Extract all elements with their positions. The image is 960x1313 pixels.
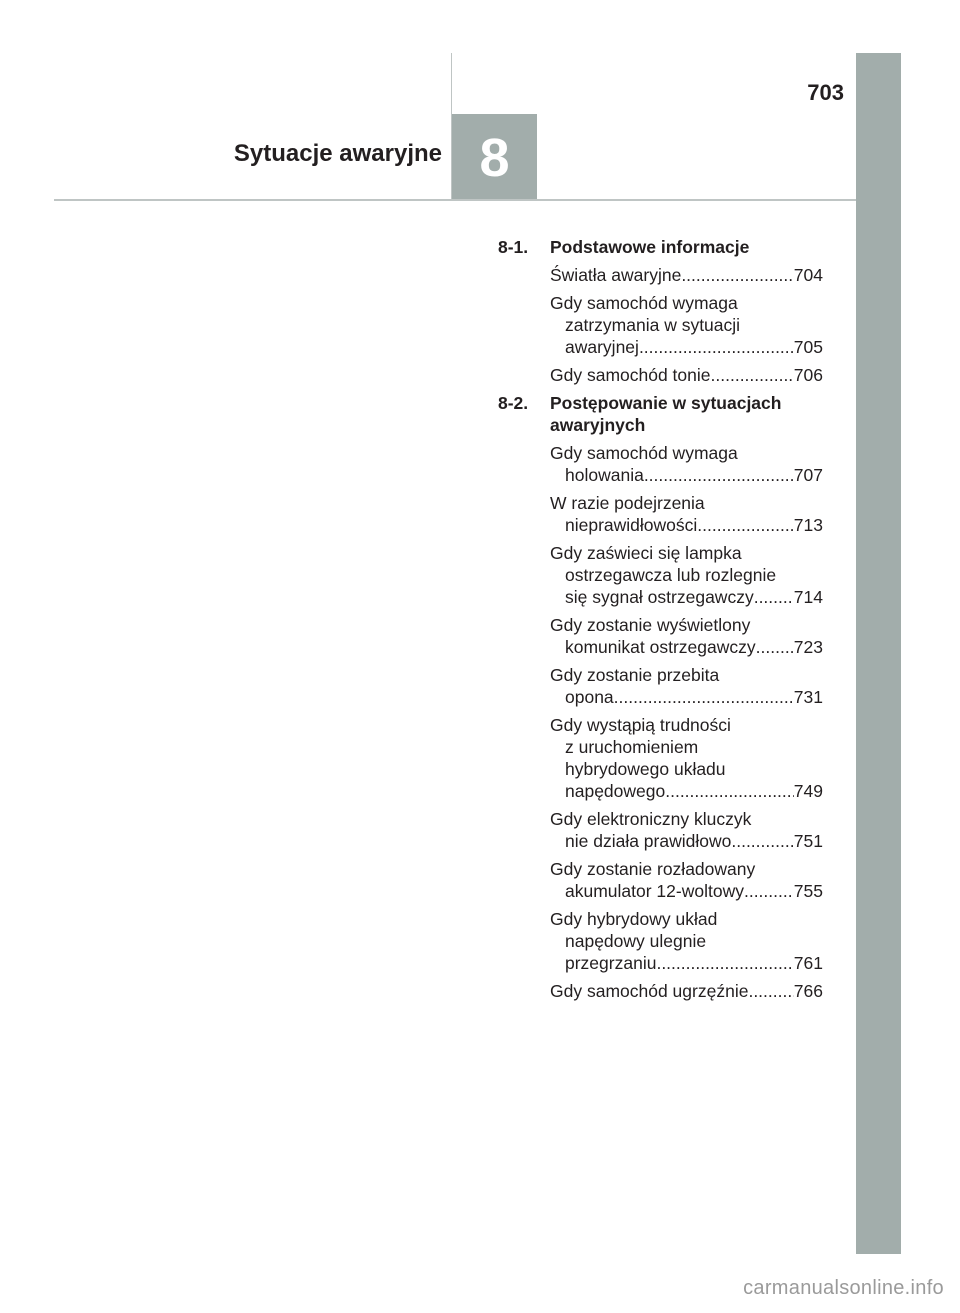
toc-entry-line: W razie podejrzenia (550, 493, 705, 513)
toc-page-number: 751 (793, 831, 823, 851)
toc-entry-line: nieprawidłowości (565, 515, 698, 535)
toc-section-title-line: awaryjnych (550, 415, 646, 435)
toc-entry[interactable] (550, 492, 823, 536)
toc-entry[interactable] (550, 714, 823, 802)
toc-dot-leader (711, 364, 794, 386)
toc-entry[interactable] (550, 980, 823, 1002)
toc-entry[interactable] (550, 858, 823, 902)
page-number: 703 (807, 80, 844, 105)
toc-section-title (550, 392, 820, 436)
toc-entry[interactable] (550, 664, 823, 708)
toc-page-number: 755 (793, 881, 823, 901)
watermark: carmanualsonline.info (743, 1277, 944, 1299)
table-of-contents (0, 236, 960, 1008)
toc-entry-line: holowania (565, 465, 644, 485)
toc-entry-line: Gdy hybrydowy układ (550, 909, 718, 929)
toc-entry-line: napędowy ulegnie (565, 931, 707, 951)
toc-section-heading[interactable] (0, 236, 960, 258)
header-horizontal-rule (54, 199, 856, 201)
toc-dot-leader (665, 780, 794, 802)
toc-page-number: 714 (793, 587, 823, 607)
toc-page-number: 704 (793, 265, 823, 285)
chapter-number: 8 (479, 127, 510, 188)
toc-entry[interactable] (550, 364, 823, 386)
chapter-title: Sytuacje awaryjne (233, 140, 442, 167)
toc-entry-line: Gdy wystąpią trudności (550, 715, 731, 735)
toc-entry[interactable] (550, 908, 823, 974)
toc-section-title-line: Podstawowe informacje (550, 237, 750, 257)
toc-dot-leader (681, 264, 793, 286)
toc-entry-line: z uruchomieniem (565, 737, 699, 757)
toc-entry[interactable] (550, 542, 823, 608)
toc-page-number: 761 (793, 953, 823, 973)
toc-dot-leader (614, 686, 794, 708)
toc-page-number: 705 (793, 337, 823, 357)
toc-section-title (550, 236, 820, 258)
toc-section-title-line: Postępowanie w sytuacjach (550, 393, 782, 413)
toc-entry[interactable] (550, 808, 823, 852)
toc-page-number: 766 (793, 981, 823, 1001)
toc-entry-line: napędowego (565, 781, 666, 801)
toc-entry-line: nie działa prawidłowo (565, 831, 732, 851)
toc-section-number: 8-1. (498, 237, 529, 257)
toc-dot-leader (697, 514, 794, 536)
toc-entry-line: Gdy zostanie rozładowany (550, 859, 756, 879)
toc-page-number: 706 (793, 365, 823, 385)
toc-page-number: 731 (793, 687, 823, 707)
toc-entry-line: Gdy samochód wymaga (550, 443, 738, 463)
toc-section-heading[interactable] (0, 392, 960, 436)
toc-entry-line: ostrzegawcza lub rozlegnie (565, 565, 777, 585)
toc-dot-leader (754, 586, 794, 608)
toc-entry-line: Gdy samochód ugrzęźnie (550, 981, 749, 1001)
toc-page-number: 723 (793, 637, 823, 657)
toc-entry-line: akumulator 12-woltowy (565, 881, 744, 901)
toc-entry[interactable] (550, 292, 823, 358)
toc-dot-leader (748, 980, 793, 1002)
toc-dot-leader (756, 636, 794, 658)
toc-entry-line: Gdy zostanie wyświetlony (550, 615, 751, 635)
toc-entry-line: Gdy samochód wymaga (550, 293, 738, 313)
toc-entry[interactable] (550, 442, 823, 486)
toc-entry-line: opona (565, 687, 614, 707)
toc-entry-line: komunikat ostrzegawczy (565, 637, 756, 657)
toc-page-number: 713 (793, 515, 823, 535)
toc-entry-line: się sygnał ostrzegawczy (565, 587, 754, 607)
toc-entry-line: zatrzymania w sytuacji (565, 315, 741, 335)
toc-entry-line: przegrzaniu (565, 953, 657, 973)
toc-entry-line: Gdy samochód tonie (550, 365, 711, 385)
toc-section-number: 8-2. (498, 393, 529, 413)
toc-page-number: 707 (793, 465, 823, 485)
toc-entry-line: Gdy zostanie przebita (550, 665, 720, 685)
toc-entry[interactable] (550, 614, 823, 658)
toc-entry-line: Gdy zaświeci się lampka (550, 543, 742, 563)
toc-dot-leader (644, 464, 794, 486)
toc-dot-leader (656, 952, 793, 974)
toc-dot-leader (744, 880, 794, 902)
toc-entry-line: hybrydowego układu (565, 759, 726, 779)
toc-entry-line: awaryjnej (565, 337, 639, 357)
toc-dot-leader (639, 336, 794, 358)
toc-entry-line: Światła awaryjne (550, 265, 682, 285)
toc-dot-leader (731, 830, 793, 852)
toc-page-number: 749 (793, 781, 823, 801)
toc-entry[interactable] (550, 264, 823, 286)
chapter-number-box (452, 114, 537, 199)
toc-entry-line: Gdy elektroniczny kluczyk (550, 809, 752, 829)
